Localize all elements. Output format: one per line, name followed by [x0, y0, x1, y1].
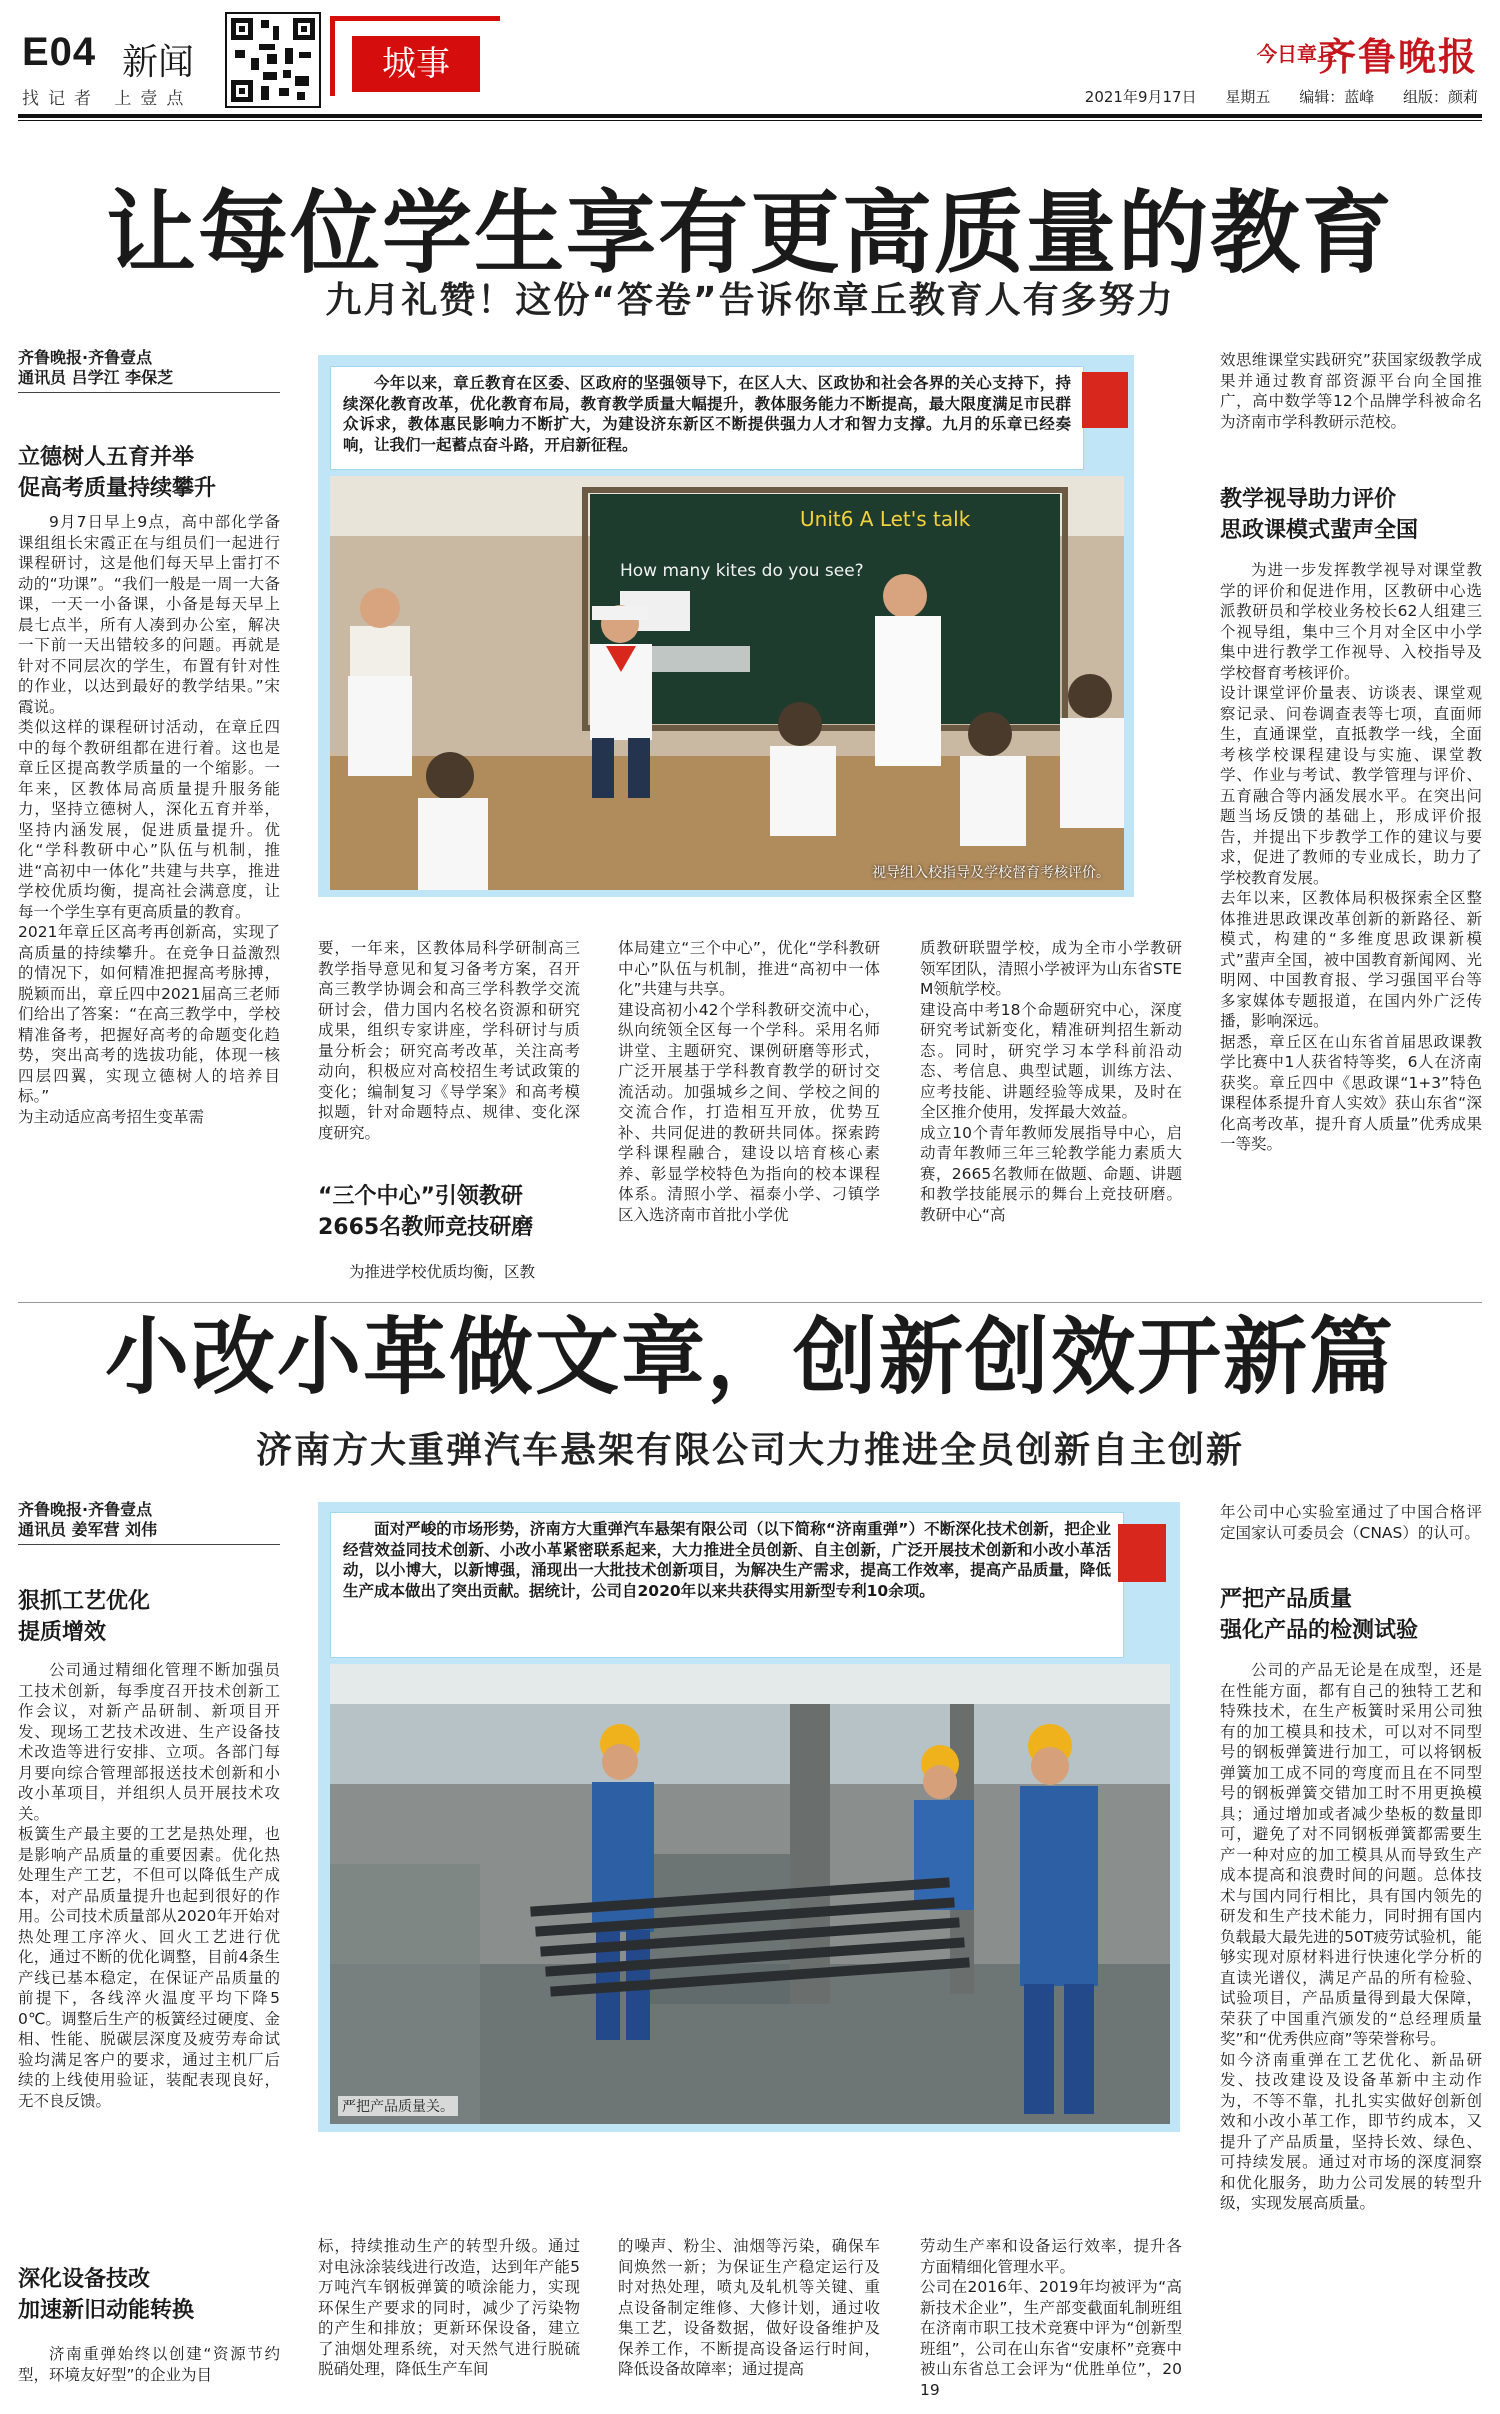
article2-col3-text: 的噪声、粉尘、油烟等污染，确保车间焕然一新；为保证生产稳定运行及时对热处理，喷丸及轧机等关键、重点设备制定维修、大修计划，通过收集工艺，设备数据，做好设备维护及保养工作，不断提高设备运行时间，降低设备故障率；通过提高 [618, 2237, 880, 2378]
page-number: E04 [22, 30, 97, 74]
masthead-rule [18, 114, 1482, 118]
byline-reporters: 通讯员 姜军营 刘伟 [18, 1520, 158, 1539]
byline-source: 齐鲁晚报·齐鲁壹点 [18, 1500, 153, 1519]
article1-subheadline: 九月礼赞！这份“答卷”告诉你章丘教育人有多努力 [325, 280, 1175, 321]
board-question: How many kites do you see? [620, 561, 864, 581]
article2-col5-heading: 严把产品质量 强化产品的检测试验 [1220, 1587, 1419, 1643]
article2-col1-heading: 狠抓工艺优化 提质增效 [18, 1589, 151, 1645]
board-title: Unit6 A Let's talk [800, 507, 971, 531]
article2-photo-caption: 严把产品质量关。 [338, 2096, 458, 2116]
article1-lead: 今年以来，章丘教育在区委、区政府的坚强领导下，在区人大、区政协和社会各界的关心支持下，持续深化教育改革，优化教育布局，教育教学质量大幅提升，教体服务能力不断提高，最大限度满足市民群众诉求，教体惠民影响力不断扩大，为建设济东新区不断提供强力人才和智力支撑。九月的乐章已经奏响，让我们一起蓄点奋斗路，开启新征程。 [330, 366, 1084, 470]
article2-photo[interactable] [330, 1664, 1170, 2124]
article2-col5-text2: 公司的产品无论是在成型，还是在性能方面，都有自己的独特工艺和特殊技术，在生产板簧时采用公司独有的加工模具和技术，可以对不同型号的钢板弹簧进行加工，可以将钢板弹簧加工成不同的弯度而且在不同型号的钢板弹簧交错加工时不用更换模具；通过增加或者减少垫板的数量即可，避免了对不同钢板弹簧都需要生产一种对应的加工模具从而导致生产成本提高和浪费时间的问题。总体技术与国内同行相比，具有国内领先的研发和生产技术能力，同时拥有国内负载最大最先进的50T疲劳试验机，能够实现对原材料进行快速化学分析的直读光谱仪，满足产品的所有检验、试验项目，产品质量得到最大保障，荣获了中国重汽颁发的“总经理质量奖”和“优秀供应商”等荣誉称号。 如今济南重弹在工艺优化、新品研发、技改建设及设备革新中主动作为，不等不靠，扎扎实实做好创新创效和小改小革工作，即节约成本，又提升了产品质量，坚持长效、绿色、可持续发展。通过对市场的深度洞察和优化服务，助力公司发展的转型升级，实现发展高质量。 [1220, 1661, 1482, 2212]
newspaper-logo: 齐鲁晚报 [1317, 34, 1478, 79]
factory-photo [330, 1664, 1170, 2124]
article2-col4-text: 劳动生产率和设备运行效率，提升各方面精细化管理水平。 公司在2016年、2019年均被评为“高新技术企业”，生产部变截面轧制班组在济南市职工技术竞赛中评为“创新型班组”，公司在山东省“安康杯”竞赛中被山东省总工会评为“优胜单位”，2019 [920, 2237, 1182, 2399]
article2-col5-text: 年公司中心实验室通过了中国合格评定国家认可委员会（CNAS）的认可。 [1220, 1503, 1482, 1542]
issue-weekday: 星期五 [1225, 88, 1271, 106]
article1-col5-text2: 为进一步发挥教学视导对课堂教学的评价和促进作用，区教研中心选派教研员和学校业务校长62人组建三个视导组，集中三个月对全区中小学集中进行教学工作视导、入校指导及学校督育考核评价。 设计课堂评价量表、访谈表、课堂观察记录、问卷调查表等七项，直面师生，直通课堂，直抵教学一线，全面考核学校课程建设与实施、课堂教学、作业与考试、教学管理与评价、五育融合等内涵发展水平。在突出问题当场反馈的基础上，形成评价报告，并提出下步教学工作的建议与要求，促进了教师的专业成长，助力了学校教育发展。 去年以来，区教体局积极探索全区整体推进思政课改革创新的新路径、新模式，构建的“多维度思政课新模式”蜚声全国，被中国教育新闻网、光明网、中国教育报、学习强国平台等多家媒体专题报道，在国内外广泛传播，影响深远。 据悉，章丘区在山东省首届思政课教学比赛中1人获省特等奖，6人在济南获奖。章丘四中《思政课“1+3”特色课程体系提升育人实效》获山东省“深化高考改革，提升育人质量”优秀成果一等奖。 [1220, 561, 1482, 1153]
article2-lead: 面对严峻的市场形势，济南方大重弹汽车悬架有限公司（以下简称“济南重弹”）不断深化技术创新，把企业经营效益同技术创新、小改小革紧密联系起来，大力推进全员创新、自主创新，广泛开展技术创新和小改小革活动，以小博大，以新博强，涌现出一大批技术创新项目，为解决生产需求，提高工作效率，提高产品质量，降低生产成本做出了突出贡献。据统计，公司自2020年以来共获得实用新型专利10余项。 [330, 1512, 1124, 1658]
article2-col2-text: 标，持续推动生产的转型升级。通过对电泳涂装线进行改造，达到年产能5万吨汽车钢板弹簧的喷涂能力，实现环保生产要求的同时，减少了污染物的产生和排放；更新环保设备，建立了油烟处理系统，对天然气进行脱硫脱硝处理，降低生产车间 [318, 2237, 580, 2378]
byline-source: 齐鲁晚报·齐鲁壹点 [18, 348, 153, 367]
issue-info [1071, 86, 1478, 107]
channel-tab: 城事 [352, 36, 480, 92]
article1-col2-text: 要，一年来，区教体局科学研制高三教学指导意见和复习备考方案，召开高三教学协调会和高三学科教学交流研讨会，借力国内名校名资源和研究成果，组织专家讲座，学科研讨与质量分析会；研究高考改革，关注高考动向，积极应对高校招生考试政策的变化；编制复习《导学案》和高考模拟题，针对命题特点、规律、变化深度研究。 [318, 939, 580, 1142]
issue-date: 2021年9月17日 [1084, 88, 1197, 106]
article1-headline[interactable]: 让每位学生享有更高质量的教育 [106, 181, 1394, 286]
article1-col2-heading: “三个中心”引领教研 2665名教师竞技研磨 [318, 1184, 534, 1240]
article1-byline [18, 348, 280, 393]
byline-reporters: 通讯员 吕学江 李保芝 [18, 368, 174, 387]
section-label: 新闻 [122, 42, 195, 83]
qr-code-icon[interactable] [225, 12, 321, 108]
article1-red-marker [1082, 372, 1128, 428]
article2-byline [18, 1500, 280, 1545]
article1-photo[interactable] [330, 476, 1124, 890]
region-label: 今日章丘 [1257, 42, 1337, 66]
article2-subheadline: 济南方大重弹汽车悬架有限公司大力推进全员创新自主创新 [255, 1430, 1244, 1471]
byline-rule [18, 1544, 280, 1545]
article1-col5-text: 效思维课堂实践研究”获国家级教学成果并通过教育部资源平台向全国推广，高中数学等12个品牌学科被命名为济南市学科教研示范校。 [1220, 351, 1482, 431]
article2-col1-text: 公司通过精细化管理不断加强员工技术创新，每季度召开技术创新工作会议，对新产品研制、新项目开发、现场工艺技术改进、生产设备技术改造等进行安排、立项。各部门每月要向综合管理部报送技术创新和小改小革项目，并组织人员开展技术攻关。 板簧生产最主要的工艺是热处理，也是影响产品质量的重要因素。优化热处理生产工艺，不但可以降低生产成本，对产品质量提升也起到很好的作用。公司技术质量部从2020年开始对热处理工序淬火、回火工艺进行优化，通过不断的优化调整，目前4条生产线已基本稳定，在保证产品质量的前提下，各线淬火温度平均下降50℃。调整后生产的板簧经过硬度、金相、性能、脱碳层深度及疲劳寿命试验均满足客户的要求，通过主机厂后续的上线使用验证，装配表现良好，无不良反馈。 [18, 1661, 280, 2110]
article1-col1-heading: 立德树人五育并举 促高考质量持续攀升 [18, 445, 217, 501]
masthead-rule-thin [18, 120, 1482, 121]
article1-col1-text: 9月7日早上9点，高中部化学备课组组长宋霞正在与组员们一起进行课程研讨，这是他们每天早上雷打不动的“功课”。“我们一般是一周一大备课，一天一小备课，小备是每天早上晨七点半，所有人凑到办公室，解决一下前一天出错较多的问题。再就是针对不同层次的学生，布置有针对性的作业，以达到最好的教学结果。”宋霞说。 类似这样的课程研讨活动，在章丘四中的每个教研组都在进行着。这也是章丘区提高教学质量的一个缩影。一年来，区教体局高质量提升服务能力，坚持立德树人，深化五育并举，坚持内涵发展，促进质量提升。优化“学科教研中心”队伍与机制，推进“高初中一体化”共建与共享，推进学校优质均衡，提高社会满意度，让每一个学生享有更高质量的教育。 2021年章丘区高考再创新高，实现了高质量的持续攀升。在竞争日益激烈的情况下，如何精准把握高考脉搏，脱颖而出，章丘四中2021届高三老师们给出了答案：“在高三教学中，学校精准备考，把握好高考的命题变化趋势，突出高考的选拔功能，体现一核四层四翼，实现立德树人的培养目标。” 为主动适应高考招生变革需 [18, 513, 280, 1126]
editor-credit: 编辑：蓝峰 [1299, 88, 1375, 106]
article2-red-marker [1118, 1524, 1166, 1582]
article1-col5-heading: 教学视导助力评价 思政课模式蜚声全国 [1220, 487, 1419, 543]
classroom-photo [330, 476, 1124, 890]
article1-col3-text: 体局建立“三个中心”，优化“学科教研中心”队伍与机制，推进“高初中一体化”共建与共享。 建设高初小42个学科教研交流中心，纵向统领全区每一个学科。采用名师讲堂、主题研究、课例研磨等形式，广泛开展基于学科教育教学的研讨交流活动。加强城乡之间、学校之间的交流合作，打造相互开放，优势互补、共同促进的教研共同体。探索跨学科课程融合，建设以培育核心素养、彰显学校特色为指向的校本课程体系。清照小学、福泰小学、刁镇学区入选济南市首批小学优 [618, 939, 880, 1224]
slogan: 找记者 上壹点 [22, 89, 193, 109]
article1-col4-text: 质教研联盟学校，成为全市小学教研领军团队，清照小学被评为山东省STEM领航学校。 建设高中考18个命题研究中心，深度研究考试新变化，精准研判招生新动态。同时，研究学习本学科前沿动态、考信息、典型试题，训练方法、应考技能、讲题经验等成果，及时在全区推介使用，发挥最大效益。 成立10个青年教师发展指导中心，启动青年教师三年三轮教学能力素质大赛，2665名教师在做题、命题、讲题和教学技能展示的舞台上竞技研磨。教研中心“高 [920, 939, 1182, 1224]
article1-col2-text2: 为推进学校优质均衡，区教 [349, 1263, 536, 1281]
article1-photo-caption: 视导组入校指导及学校督育考核评价。 [872, 865, 1110, 881]
article2-col1-text2: 济南重弹始终以创建“资源节约型，环境友好型”的企业为目 [18, 2345, 280, 2384]
article2-col1-heading2: 深化设备技改 加速新旧动能转换 [18, 2267, 195, 2323]
byline-rule [18, 392, 280, 393]
layout-credit: 组版：颜莉 [1402, 88, 1478, 106]
article2-headline[interactable]: 小改小革做文章，创新创效开新篇 [104, 1308, 1395, 1406]
